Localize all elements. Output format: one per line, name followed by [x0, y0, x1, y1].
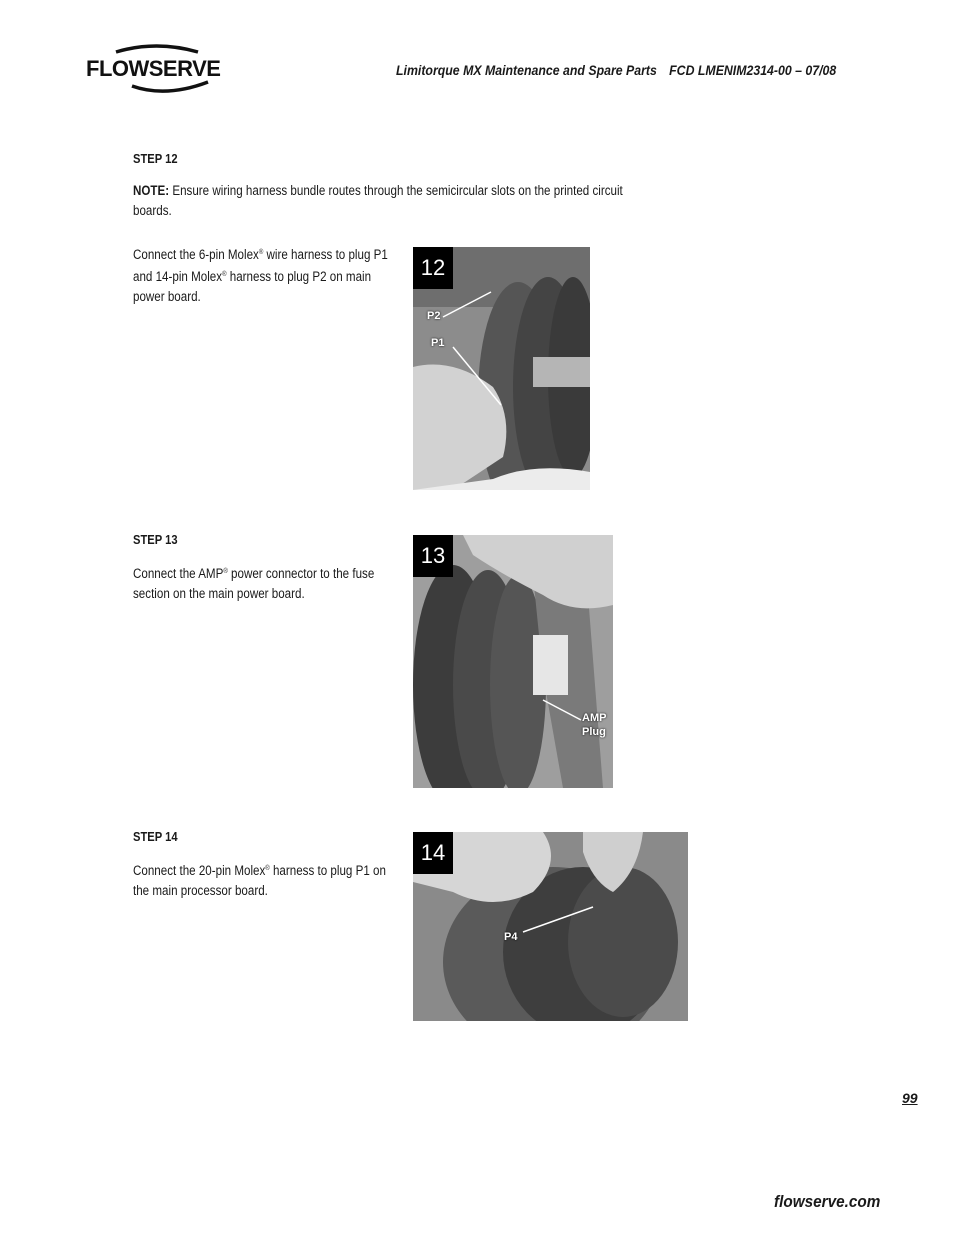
- callout-amp-plug: [582, 711, 606, 739]
- step-12-instruction: [133, 243, 391, 307]
- step-13-heading: STEP 13: [133, 532, 178, 547]
- step-12-note: [133, 181, 658, 221]
- step-12-text-3: harness to plug P2 on main power board.: [133, 269, 372, 304]
- step-13-text-2: power connector to the fuse section on the main power board.: [133, 566, 375, 601]
- step-12-heading: STEP 12: [133, 151, 178, 166]
- callout-amp: AMP: [582, 712, 607, 724]
- figure-number-badge: 14: [413, 832, 453, 874]
- step-14-text-1: Connect the 20-pin Molex: [133, 863, 266, 878]
- step-13-instruction: [133, 562, 391, 604]
- flowserve-logo: [86, 42, 226, 94]
- step-12-text-1: Connect the 6-pin Molex: [133, 247, 259, 262]
- registered-mark: ®: [223, 568, 228, 575]
- step-14-heading: STEP 14: [133, 829, 178, 844]
- document-header: [396, 62, 836, 78]
- logo-text: FLOWSERVE: [86, 56, 221, 81]
- document-code: FCD LMENIM2314-00 – 07/08: [669, 62, 837, 78]
- note-label: NOTE:: [133, 183, 170, 198]
- step-13-photo: [413, 535, 613, 788]
- step-14-instruction: [133, 859, 391, 901]
- callout-p2: P2: [427, 310, 441, 322]
- step-13-text-1: Connect the AMP: [133, 566, 224, 581]
- document-title: Limitorque MX Maintenance and Spare Parts: [396, 62, 657, 78]
- figure-number-badge: 13: [413, 535, 453, 577]
- registered-mark: ®: [258, 249, 264, 256]
- step-12-text-2: wire harness to plug P1 and 14-pin Molex: [133, 247, 388, 284]
- callout-p4: P4: [504, 931, 518, 943]
- callout-p1: P1: [431, 337, 445, 349]
- step-12-photo: [413, 247, 590, 490]
- page-number: 99: [902, 1090, 918, 1106]
- figure-number-badge: 12: [413, 247, 453, 289]
- callout-plug: Plug: [582, 726, 606, 738]
- website-link[interactable]: flowserve.com: [774, 1192, 881, 1211]
- registered-mark: ®: [265, 865, 270, 872]
- note-text: Ensure wiring harness bundle routes through the semicircular slots on the printed circuit boards.: [133, 183, 623, 218]
- step-14-text-2: harness to plug P1 on the main processor board.: [133, 863, 386, 898]
- registered-mark: ®: [222, 271, 227, 278]
- step-14-photo: [413, 832, 688, 1021]
